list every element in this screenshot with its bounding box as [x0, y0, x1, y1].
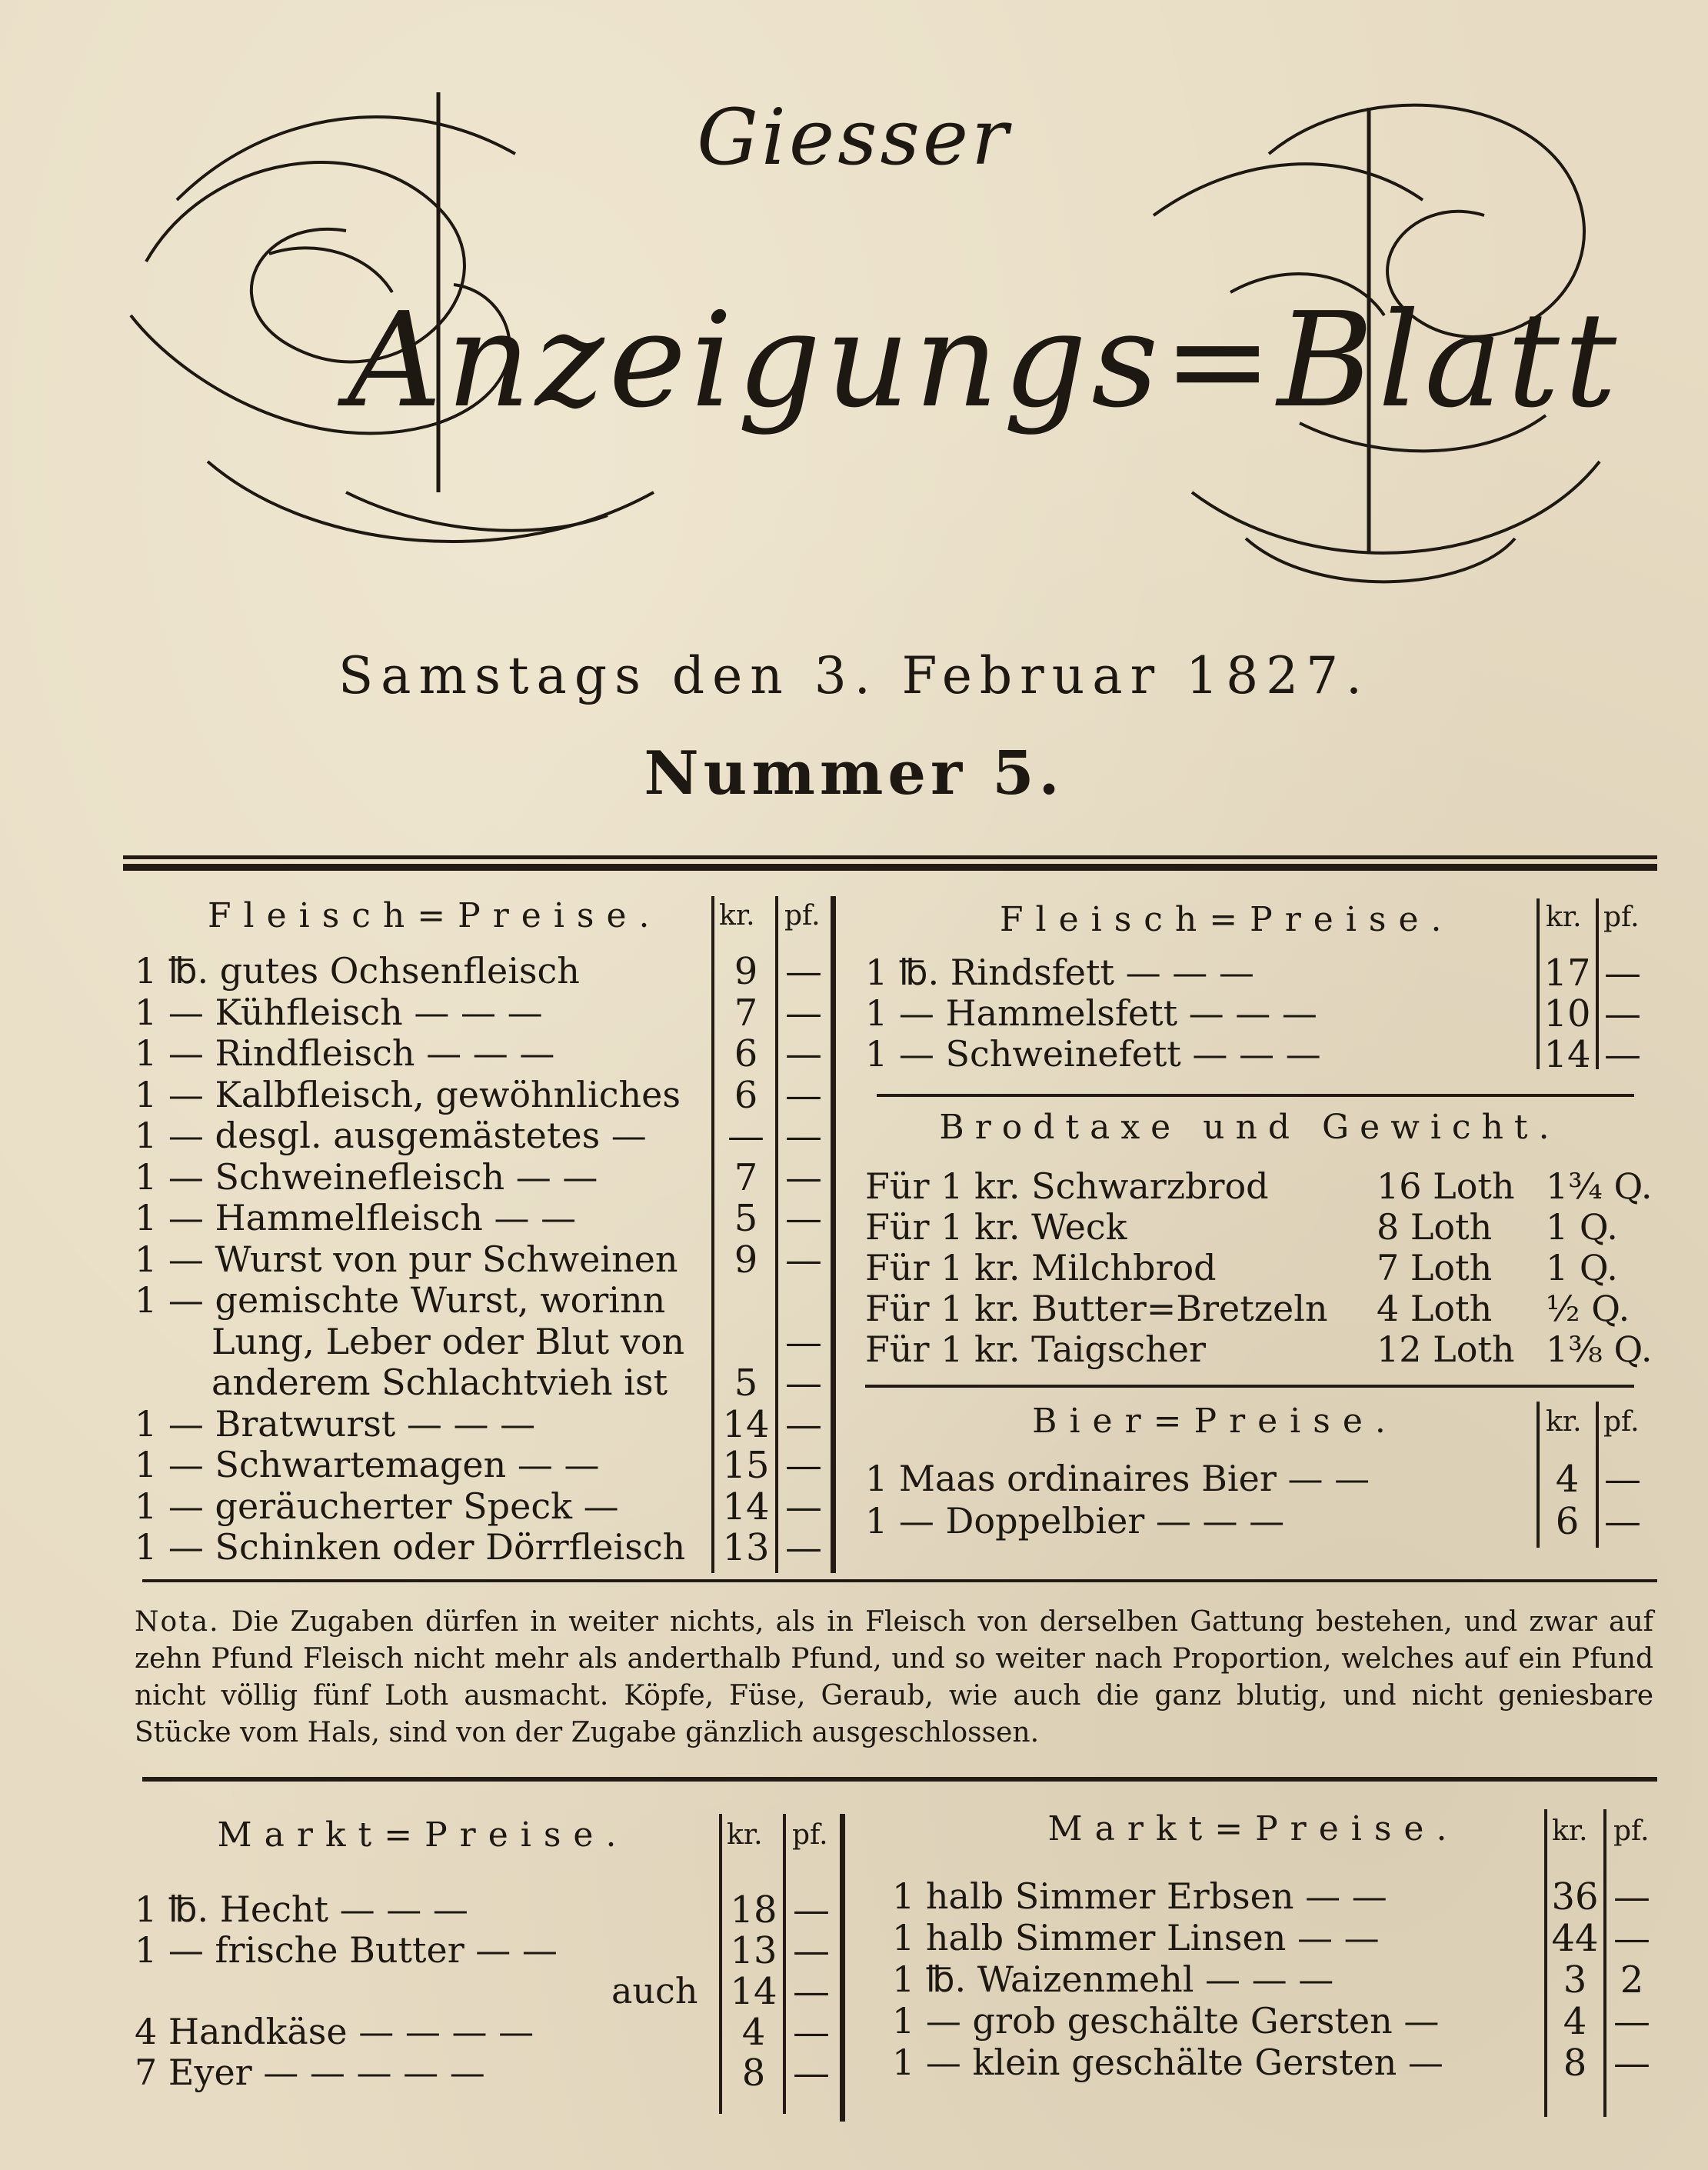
meat-left-vline-1 [711, 896, 714, 1573]
price-pf: 2 [1620, 1958, 1644, 2002]
rule-below-bread [865, 1385, 1634, 1388]
price-kr: 9 [734, 1238, 758, 1282]
price-pf: — [1604, 952, 1641, 995]
price-pf: — [793, 1929, 830, 1972]
market-right-kr-header: kr. [1552, 1815, 1588, 1847]
bread-item: Für 1 kr. Schwarzbrod [865, 1165, 1269, 1207]
rule-above-market [142, 1777, 1657, 1782]
price-kr: 5 [734, 1362, 758, 1405]
row-label: 1 — grob geschälte Gersten — [892, 2000, 1440, 2042]
price-pf: — [1604, 1033, 1641, 1076]
row-label: 1 halb Simmer Linsen — — [892, 1917, 1380, 1958]
price-kr: 8 [741, 2052, 766, 2095]
meat-right-vline-2 [1596, 898, 1599, 1069]
price-kr: 6 [734, 1073, 758, 1117]
bread-quantity: 1⅜ Q. [1546, 1328, 1653, 1370]
bread-item: Für 1 kr. Taigscher [865, 1328, 1206, 1370]
meat-left-kr-header: kr. [719, 900, 755, 932]
row-label: auch [611, 1970, 698, 2012]
price-kr: 44 [1551, 1917, 1599, 1960]
price-kr: 14 [722, 1485, 770, 1528]
row-label: 1 — Schweinefleisch — — [135, 1155, 598, 1198]
bread-quantity: 1 Q. [1546, 1206, 1618, 1248]
nota-paragraph [135, 1604, 1653, 1752]
price-pf: — [793, 2011, 830, 2054]
market-left-vline-1 [719, 1814, 722, 2114]
row-label: 1 halb Simmer Erbsen — — [892, 1875, 1387, 1917]
price-pf: — [793, 2052, 830, 2095]
price-pf: — [785, 1115, 822, 1158]
price-pf: — [785, 950, 822, 993]
market-right-pf-header: pf. [1613, 1815, 1650, 1847]
row-label: 1 — Schinken oder Dörrfleisch [135, 1526, 686, 1568]
price-kr: 4 [1555, 1458, 1580, 1501]
price-kr: 13 [722, 1526, 770, 1569]
market-left-vline-2 [783, 1814, 786, 2114]
price-kr: 14 [722, 1402, 770, 1446]
bread-weight: 16 Loth [1377, 1165, 1515, 1207]
row-label: 1 — desgl. ausgemästetes — [135, 1115, 647, 1156]
meat-left-pf-header: pf. [784, 900, 821, 932]
row-label: 1 — Hammelfleisch — — [135, 1197, 577, 1238]
row-label: 1 — Schwartemagen — — [135, 1444, 600, 1485]
row-label: 1 — gemischte Wurst, worinn [135, 1279, 666, 1321]
beer-vline-1 [1537, 1402, 1540, 1548]
market-left-pf-header: pf. [792, 1819, 828, 1851]
row-label: anderem Schlachtvieh ist [211, 1362, 668, 1403]
row-label: 1 ℔. gutes Ochsenfleisch [135, 950, 580, 992]
bread-weight: 12 Loth [1377, 1328, 1515, 1370]
row-label: 7 Eyer — — — — — [135, 2052, 485, 2093]
market-right-vline-2 [1603, 1809, 1606, 2117]
meat-left-title: Fleisch=Preise. [208, 896, 662, 935]
meat-right-kr-header: kr. [1546, 902, 1582, 933]
price-kr: 9 [734, 950, 758, 993]
meat-right-pf-header: pf. [1603, 902, 1640, 933]
bread-weight: 8 Loth [1377, 1206, 1493, 1248]
top-rule [123, 855, 1657, 871]
market-left-title: Markt=Preise. [217, 1815, 629, 1855]
row-label: 1 — frische Butter — — [135, 1929, 558, 1971]
price-kr: 6 [734, 1032, 758, 1075]
masthead-line2: Anzeigungs=Blatt [347, 285, 1622, 437]
bread-title: Brodtaxe und Gewicht. [939, 1108, 1560, 1147]
price-kr: 7 [734, 1155, 758, 1199]
price-pf: — [1613, 2000, 1650, 2043]
bread-weight: 4 Loth [1377, 1288, 1493, 1329]
price-kr: 8 [1563, 2042, 1587, 2085]
row-label: 1 — Doppelbier — — — [865, 1500, 1285, 1542]
row-label: 1 — Kalbfleisch, gewöhnliches [135, 1073, 681, 1115]
price-pf: — [1613, 1917, 1650, 1960]
price-kr: 3 [1563, 1958, 1587, 2002]
market-right-vline-1 [1544, 1809, 1547, 2117]
price-kr: 13 [730, 1929, 777, 1972]
market-left-kr-header: kr. [727, 1819, 763, 1851]
price-kr: 14 [1543, 1033, 1591, 1076]
price-pf: — [785, 1485, 822, 1528]
price-kr: 7 [734, 991, 758, 1035]
row-label: 1 — Schweinefett — — — [865, 1033, 1321, 1075]
row-label: 1 ℔. Hecht — — — [135, 1888, 468, 1930]
row-label: 1 — geräucherter Speck — [135, 1485, 619, 1527]
center-divider-upper [831, 896, 836, 1573]
price-pf: — [785, 991, 822, 1035]
row-label: 1 — klein geschälte Gersten — [892, 2042, 1443, 2083]
price-kr: 6 [1555, 1500, 1580, 1543]
price-pf: — [785, 1320, 822, 1364]
price-pf: — [1604, 1500, 1641, 1543]
price-kr: 14 [730, 1970, 777, 2013]
center-divider-lower [840, 1814, 845, 2122]
price-pf: — [785, 1238, 822, 1282]
price-pf: — [793, 1888, 830, 1932]
bread-item: Für 1 kr. Butter=Bretzeln [865, 1288, 1328, 1329]
price-kr: 4 [1563, 2000, 1587, 2043]
bread-weight: 7 Loth [1377, 1247, 1493, 1288]
price-kr: 36 [1551, 1875, 1599, 1918]
bread-quantity: ½ Q. [1546, 1288, 1630, 1329]
price-pf: — [785, 1444, 822, 1487]
issue-number: Nummer 5. [644, 738, 1064, 808]
price-kr: — [727, 1115, 764, 1158]
row-label: 1 — Wurst von pur Schweinen [135, 1238, 678, 1280]
beer-vline-2 [1596, 1402, 1599, 1548]
price-pf: — [785, 1402, 822, 1446]
price-pf: — [785, 1155, 822, 1199]
row-label: 4 Handkäse — — — — [135, 2011, 534, 2052]
nota-text: Die Zugaben dürfen in weiter nichts, als in Fleisch von derselben Gattung bestehen, und zwar auf zehn Pfund Fleisch nicht mehr als anderthalb Pfund, und so weiter nach Proportion, welches auf ein Pfund nicht völlig fünf Loth ausmacht. Köpfe, Füse, Geraub, wie auch die ganz blutig, und nicht geniesbare Stücke vom Hals, sind von der Zugabe gänzlich ausgeschlossen. [135, 1606, 1653, 1748]
price-pf: — [1604, 992, 1641, 1035]
row-label: 1 — Hammelsfett — — — [865, 992, 1317, 1034]
price-pf: — [785, 1032, 822, 1075]
price-kr: 4 [741, 2011, 766, 2054]
row-label: 1 — Bratwurst — — — [135, 1402, 536, 1445]
beer-title: Bier=Preise. [1032, 1402, 1398, 1441]
bread-item: Für 1 kr. Milchbrod [865, 1247, 1217, 1288]
beer-pf-header: pf. [1603, 1406, 1640, 1438]
row-label: Lung, Leber oder Blut von [211, 1320, 685, 1362]
price-kr: 18 [730, 1888, 777, 1932]
price-pf: — [1613, 1875, 1650, 1918]
price-pf: — [785, 1526, 822, 1569]
rule-above-nota [142, 1579, 1657, 1582]
price-pf: — [785, 1073, 822, 1117]
meat-right-title: Fleisch=Preise. [1000, 900, 1454, 939]
rule-below-fats [877, 1094, 1634, 1097]
row-label: 1 — Kühfleisch — — — [135, 991, 543, 1033]
row-label: 1 Maas ordinaires Bier — — [865, 1458, 1370, 1499]
bread-quantity: 1 Q. [1546, 1247, 1618, 1288]
price-pf: — [785, 1197, 822, 1240]
price-pf: — [793, 1970, 830, 2013]
masthead-line1: Giesser [697, 92, 1011, 182]
market-right-title: Markt=Preise. [1047, 1809, 1460, 1848]
price-kr: 10 [1543, 992, 1591, 1035]
price-kr: 15 [722, 1444, 770, 1487]
price-kr: 17 [1543, 952, 1591, 995]
row-label: 1 ℔. Rindsfett — — — [865, 952, 1254, 993]
meat-right-vline-1 [1537, 898, 1540, 1069]
price-pf: — [785, 1362, 822, 1405]
price-kr: 5 [734, 1197, 758, 1240]
beer-kr-header: kr. [1546, 1406, 1582, 1438]
bread-quantity: 1¾ Q. [1546, 1165, 1653, 1207]
price-pf: — [1604, 1458, 1641, 1501]
issue-date: Samstags den 3. Februar 1827. [338, 646, 1370, 705]
meat-left-vline-2 [775, 896, 778, 1573]
row-label: 1 — Rindfleisch — — — [135, 1032, 555, 1074]
price-pf: — [1613, 2042, 1650, 2085]
bread-item: Für 1 kr. Weck [865, 1206, 1127, 1248]
row-label: 1 ℔. Waizenmehl — — — [892, 1958, 1334, 2000]
nota-label: Nota. [135, 1606, 220, 1638]
